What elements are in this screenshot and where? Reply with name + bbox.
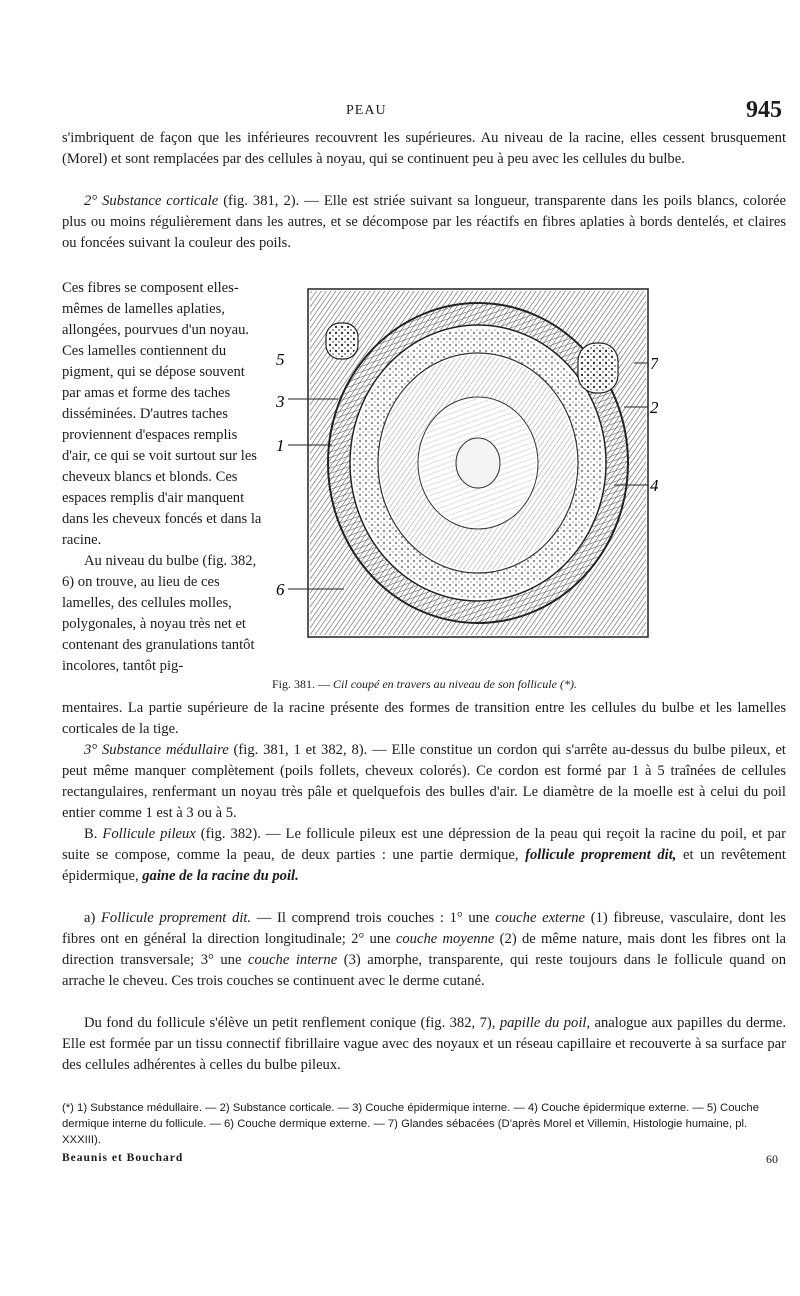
paragraph-substance-corticale (62, 191, 786, 254)
term: couche moyenne (395, 931, 495, 947)
section-heading-follicule: Follicule pileux (102, 826, 196, 842)
figure-caption (272, 676, 792, 692)
footer-sheet-number: 60 (766, 1152, 778, 1166)
section-label: a) (84, 910, 101, 926)
paragraph-text: analogue aux papilles du derme. Elle est formée par un tissu connectif fibrillaire vague avec des noyaux et un réseau capillaire et recouverte à sa surface par des cellules adhérentes à celles du bulbe pileux. (62, 1015, 786, 1073)
paragraph-text: Du fond du follicule s'élève un petit renflement conique (fig. 382, 7), (84, 1015, 500, 1031)
paragraph-text: (fig. 382). — Le follicule pileux est une dépression de la peau qui reçoit la racine du poil, et par suite se compose, comme la peau, de deux parties : une partie dermique, (62, 826, 786, 863)
term: papille du poil, (499, 1015, 591, 1031)
term: follicule proprement dit, (525, 847, 677, 863)
fig-label-right: 7 (650, 354, 658, 373)
section-label: B. (84, 826, 103, 842)
figure-381 (268, 283, 658, 673)
term: couche externe (495, 910, 586, 926)
paragraph-lamelles: Ces fibres se composent elles-mêmes de lamelles aplaties, allongées, pourvues d'un noyau. Ces lamelles contiennent du pigment, qui se dépose souvent par amas et forme des taches disséminées. D'autres taches proviennent d'espaces remplis d'air, ce qui se voit surtout sur les cheveux blancs et blonds. Ces espaces remplis d'air manquent dans les cheveux foncés et dans la racine. (62, 280, 262, 548)
paragraph-continuation: s'imbriquent de façon que les inférieures recouvrent les supérieures. Au niveau de la racine, elles cessent brusquement (Morel) et sont remplacées par des cellules à noyau, qui se continuent peu à peu avec les cellules du bulbe. (62, 130, 786, 167)
page-number: 945 (746, 97, 782, 123)
paragraph-text: (fig. 381, 1 et 382, 8). — Elle constitue un cordon qui s'arrête au-dessus du bulbe pileux, et peut même manquer complètement (poils follets, cheveux colorés). Ce cordon est formé par 1 à 5 traînées de cellules rectangulaires, renfermant un noyau très pâle et quelquefois des bulles d'air. Le diamètre de la moelle est à celui du poil entier comme 1 est à 3 ou à 5. (62, 742, 786, 821)
fig-label-left: 1 (276, 436, 285, 455)
fig-label-left: 5 (276, 350, 285, 369)
fig-label-left: 6 (276, 580, 285, 599)
paragraph-text: (1) fibreuse, vasculaire, dont les fibres ont en général la direction longitudinale; 2° une (62, 910, 786, 947)
section-heading-proprement-dit: Follicule proprement dit. (101, 910, 252, 926)
narrow-text-column (62, 278, 265, 677)
paragraph-follicule-proprement-dit (62, 908, 786, 992)
paragraph-substance-medullaire (62, 740, 786, 824)
footnote: (*) 1) Substance médullaire. — 2) Substance corticale. — 3) Couche épidermique interne. — 4) Couche épidermique externe. — 5) Couche dermique interne du follicule. — 6) Couche dermique externe. — 7) Glandes sébacées (D'après Morel et Villemin, Histologie humaine, pl. XXXIII). (62, 1102, 759, 1146)
fig-label-left: 3 (276, 392, 285, 411)
paragraph-text: et un revêtement épidermique, (62, 847, 786, 884)
caption-number: Fig. 381. — (272, 677, 334, 691)
caption-text: Cil coupé en travers au niveau de son follicule (*). (333, 677, 577, 691)
cil-cross-section-illustration (268, 283, 658, 673)
section-heading-corticale: 2° Substance corticale (84, 193, 219, 209)
paragraph-transition: mentaires. La partie supérieure de la racine présente des formes de transition entre les cellules du bulbe et les lamelles corticales de la tige. (62, 700, 786, 737)
footer-authors: Beaunis et Bouchard (62, 1152, 184, 1164)
paragraph-text: (fig. 381, 2). — Elle est striée suivant sa longueur, transparente dans les poils blancs, colorée plus ou moins régulièrement dans les autres, et se décompose par les réactifs en fibres aplaties à bords dentelés, et claires ou foncées suivant la couleur des poils. (62, 193, 786, 251)
paragraph-text: (2) de même nature, mais dont les fibres ont la direction transversale; 3° une (62, 931, 786, 968)
fig-label-right: 2 (650, 398, 658, 417)
paragraph-text: (3) amorphe, transparente, qui reste toujours dans le follicule quand on arrache le cheveu. Ces trois couches se continuent avec le derme cutané. (62, 952, 786, 989)
running-title: PEAU (346, 103, 387, 118)
running-header (60, 97, 784, 127)
paragraph-follicule-pileux (62, 824, 786, 887)
paragraph-bulbe: Au niveau du bulbe (fig. 382, 6) on trouve, au lieu de ces lamelles, des cellules molles, polygonales, à noyau très net et contenant des granulations tantôt incolores, tantôt pig- (62, 553, 257, 674)
term: gaine de la racine du poil. (142, 868, 299, 884)
paragraph-text: — Il comprend trois couches : 1° une (251, 910, 496, 926)
section-heading-medullaire: 3° Substance médullaire (84, 742, 229, 758)
term: couche interne (247, 952, 338, 968)
fig-label-right: 4 (650, 476, 658, 495)
paragraph-papille (62, 1013, 786, 1076)
